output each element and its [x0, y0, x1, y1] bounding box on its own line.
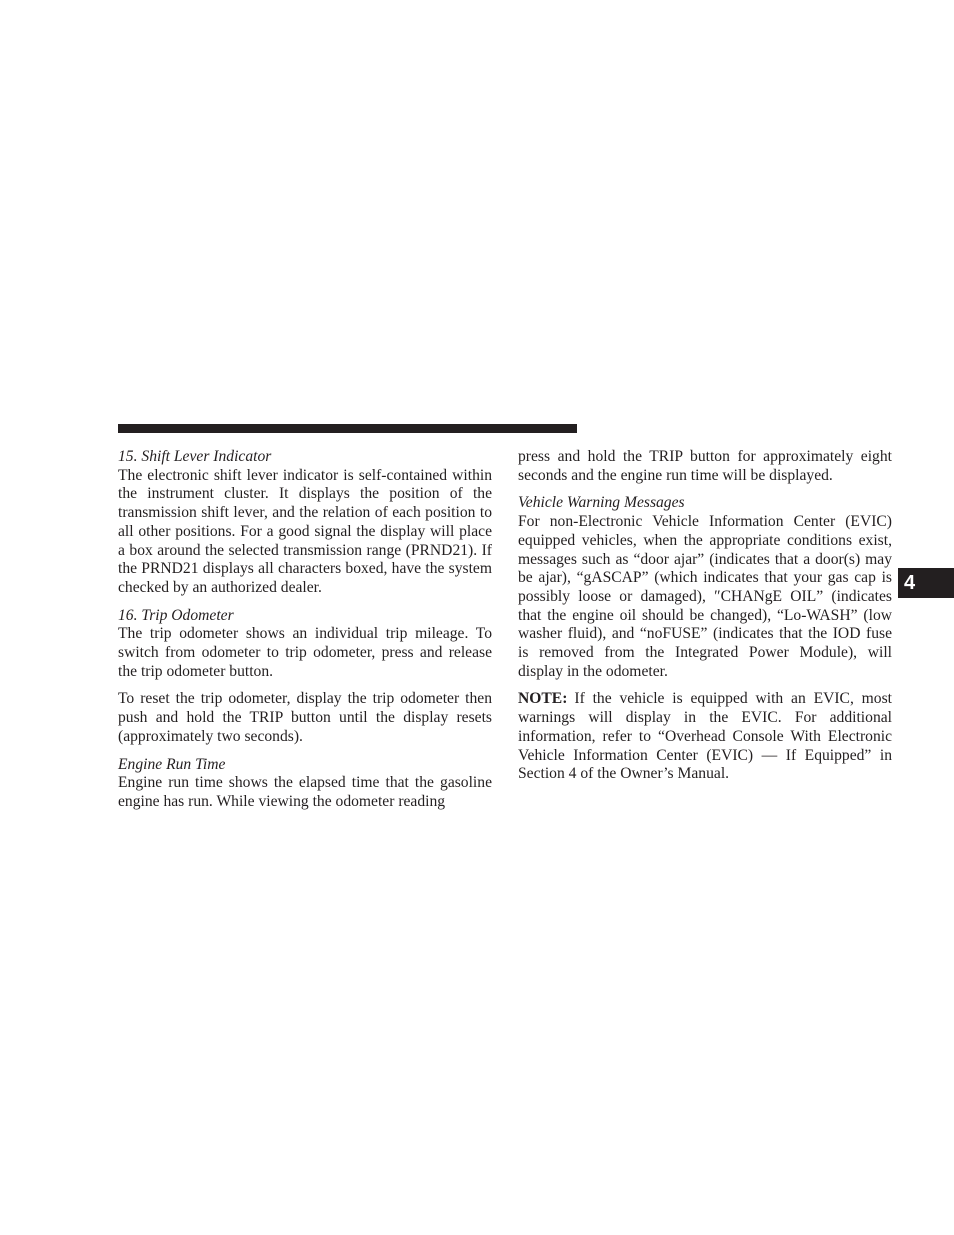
vehicle-warning-messages-heading: Vehicle Warning Messages — [518, 494, 685, 512]
engine-run-time-continued-paragraph: press and hold the TRIP button for approximately eight seconds and the engine run time will be displayed. — [518, 448, 892, 484]
trip-odometer-heading: 16. Trip Odometer — [118, 606, 234, 624]
shift-lever-indicator-paragraph: The electronic shift lever indicator is self-contained within the instrument cluster. It displays the position of the transmission shift lever, and the relation of each position to all other positions. For a good signal the display will place a box around the selected transmission range (PRND21). If the PRND21 displays all characters boxed, have the system checked by an authorized dealer. — [118, 466, 492, 596]
section-number-tab — [898, 568, 954, 598]
left-column — [118, 448, 492, 812]
trip-odometer-reset-paragraph: To reset the trip odometer, display the trip odometer then push and hold the TRIP button until the display resets (approximately two seconds). — [118, 690, 492, 745]
trip-odometer-paragraph: The trip odometer shows an individual trip mileage. To switch from odometer to trip odometer, press and release the trip odometer button. — [118, 625, 492, 680]
engine-run-time-paragraph: Engine run time shows the elapsed time that the gasoline engine has run. While viewing the odometer reading — [118, 774, 492, 810]
note-label: NOTE: — [518, 690, 568, 708]
vehicle-warning-messages-paragraph: For non-Electronic Vehicle Information Center (EVIC) equipped vehicles, when the appropriate conditions exist, messages such as “door ajar” (indicates that a door(s) may be ajar), “gASCAP” (which indicates that your gas cap is possibly loose or damaged), ″CHANgE OIL” (indicates that the engine oil should be changed), “Lo-WASH” (low washer fluid), and “noFUSE” (indicates that the IOD fuse is removed from the Integrated Power Module), will display in the odometer. — [518, 513, 892, 680]
note-text: If the vehicle is equipped with an EVIC, most warnings will display in the EVIC. For additional information, refer to “Overhead Console With Electronic Vehicle Information Center (EVIC) — If Equipped” in Section 4 of the Owner’s Manual. — [518, 690, 892, 783]
section-divider-rule — [118, 424, 577, 433]
section-number: 4 — [904, 572, 916, 594]
shift-lever-indicator-heading: 15. Shift Lever Indicator — [118, 448, 272, 465]
right-column — [518, 448, 892, 784]
note-paragraph — [518, 690, 892, 784]
engine-run-time-heading: Engine Run Time — [118, 755, 226, 773]
